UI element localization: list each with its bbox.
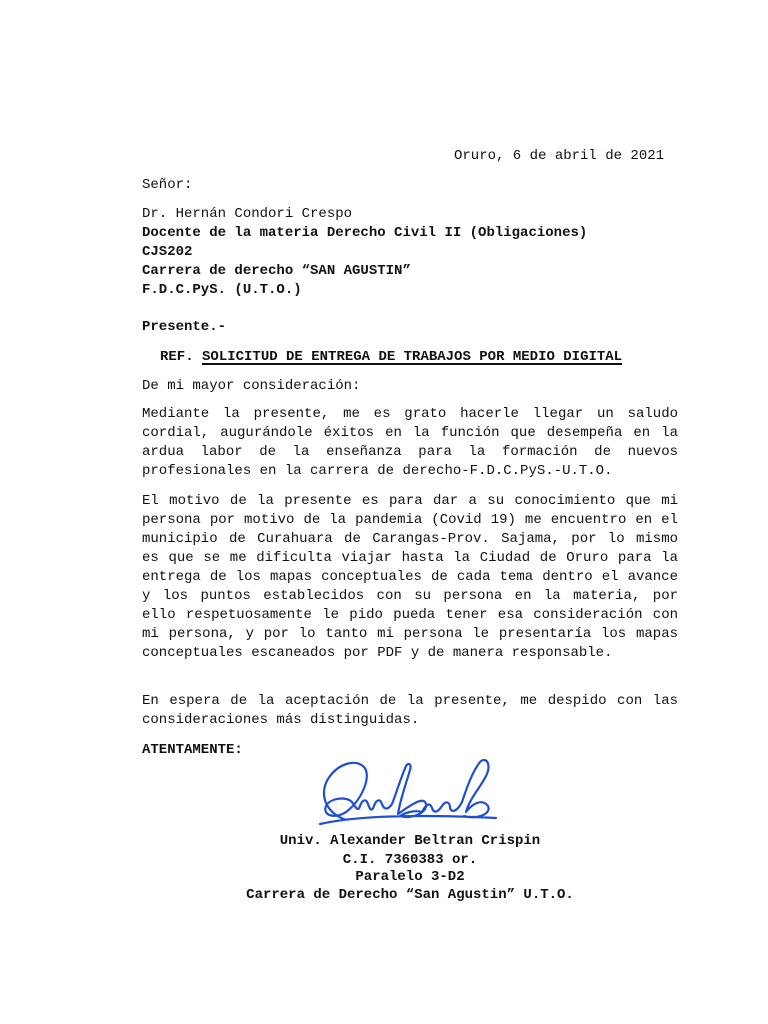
- recipient-career: Carrera de derecho “SAN AGUSTIN”: [142, 263, 411, 279]
- signer-ci: C.I. 7360383 or.: [342, 852, 478, 868]
- salutation: Señor:: [142, 177, 193, 193]
- recipient-name: Dr. Hernán Condori Crespo: [142, 206, 353, 222]
- signature-image: [316, 754, 500, 830]
- signer-name: Univ. Alexander Beltran Crispin: [279, 833, 541, 849]
- signer-career: Carrera de Derecho “San Agustin” U.T.O.: [246, 887, 574, 903]
- reference-line: [160, 348, 622, 367]
- recipient-position: Docente de la materia Derecho Civil II (Obligaciones): [142, 225, 588, 241]
- recipient-code: CJS202: [142, 244, 193, 260]
- greeting: De mi mayor consideración:: [142, 378, 361, 394]
- paragraph-3: En espera de la aceptación de la presente, me despido con las consideraciones más distinguidas.: [142, 693, 678, 728]
- date-line: Oruro, 6 de abril de 2021: [454, 148, 665, 164]
- paragraph-2: El motivo de la presente es para dar a su conocimiento que mi persona por motivo de la pandemia (Covid 19) me encuentro en el municipio de Curahuara de Carangas-Prov. Sajama, por lo mismo es que se me dificulta viajar hasta la Ciudad de Oruro para la entrega de los mapas conceptuales de cada tema dentro el avance y los puntos establecidos con su persona en la materia, por ello respetuosamente le pido pueda tener esa consideración con mi persona, y por lo tanto mi persona le presentaría los mapas conceptuales escaneados por PDF y de manera responsable.: [142, 493, 678, 661]
- closing: ATENTAMENTE:: [142, 742, 243, 758]
- signer-parallel: Paralelo 3-D2: [355, 869, 465, 885]
- recipient-faculty: F.D.C.PyS. (U.T.O.): [142, 282, 302, 298]
- reference-title: SOLICITUD DE ENTREGA DE TRABAJOS POR MEDIO DIGITAL: [202, 349, 623, 365]
- presente-line: Presente.-: [142, 319, 227, 335]
- paragraph-1: Mediante la presente, me es grato hacerle llegar un saludo cordial, augurándole éxitos en la función que desempeña en la ardua labor de la enseñanza para la formación de nuevos profesionales en la carrera de derecho-F.D.C.PyS.-U.T.O.: [142, 406, 678, 479]
- reference-prefix: REF.: [160, 349, 194, 365]
